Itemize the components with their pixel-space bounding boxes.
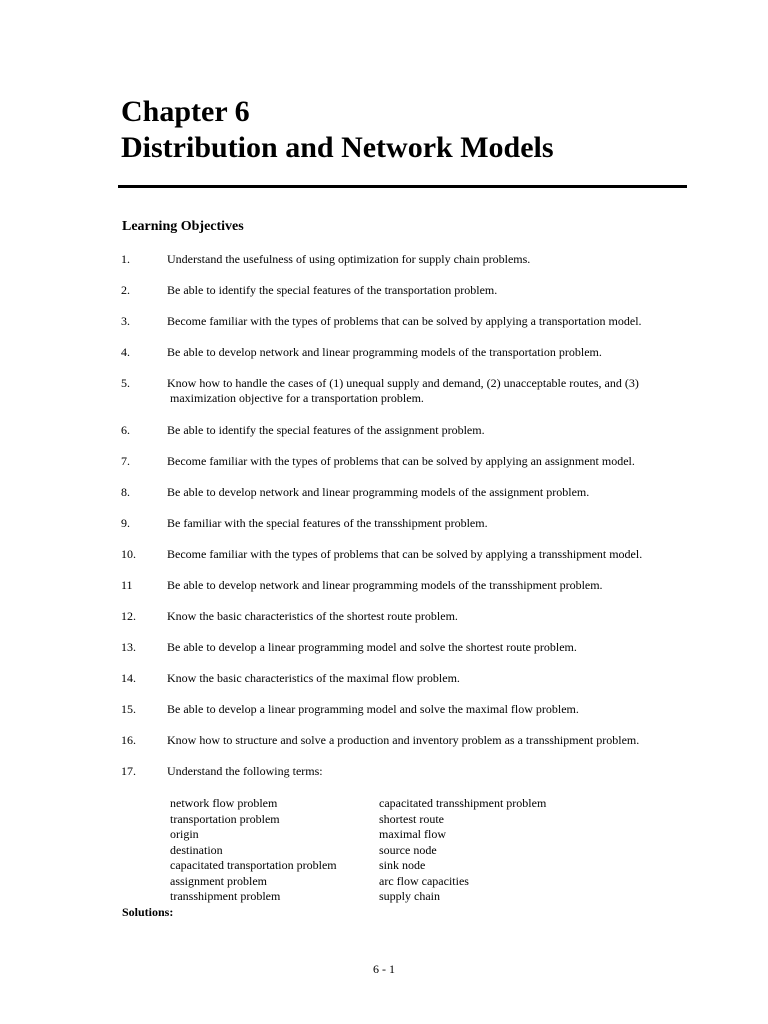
objective-item xyxy=(121,733,681,764)
objective-item xyxy=(121,283,681,314)
objective-number: 17. xyxy=(121,764,136,778)
title-divider xyxy=(118,185,687,188)
term-item: arc flow capacities xyxy=(379,873,469,888)
objective-item xyxy=(121,609,681,640)
learning-objectives-heading: Learning Objectives xyxy=(122,219,244,234)
term-item: source node xyxy=(379,842,437,857)
objective-text: Know the basic characteristics of the shortest route problem. xyxy=(167,609,458,623)
term-item: maximal flow xyxy=(379,827,446,841)
objective-text-line: Know how to handle the cases of (1) unequal supply and demand, (2) unacceptable routes, and (3) xyxy=(167,376,639,390)
objective-text: Be able to develop a linear programming model and solve the maximal flow problem. xyxy=(167,702,579,716)
objective-item xyxy=(121,764,681,795)
objective-item xyxy=(121,252,681,283)
objective-number: 7. xyxy=(121,454,130,468)
objective-number: 15. xyxy=(121,702,136,716)
terms-list-right xyxy=(379,796,546,905)
term-item: transshipment problem xyxy=(170,889,281,903)
chapter-name: Distribution and Network Models xyxy=(121,131,554,164)
objective-item xyxy=(121,547,681,578)
objective-number: 6. xyxy=(121,423,130,437)
objective-text: Be able to develop network and linear programming models of the assignment problem. xyxy=(167,485,590,499)
learning-objectives-list xyxy=(121,252,681,795)
objective-item xyxy=(121,485,681,516)
objective-item xyxy=(121,640,681,671)
objective-number: 11 xyxy=(121,578,133,592)
objective-number: 13. xyxy=(121,640,136,654)
term-item: shortest route xyxy=(379,811,444,826)
objective-item xyxy=(121,578,681,609)
objective-text: Know the basic characteristics of the maximal flow problem. xyxy=(167,671,460,685)
solutions-heading: Solutions: xyxy=(122,905,174,919)
objective-text: Become familiar with the types of problems that can be solved by applying a transportation model. xyxy=(167,314,642,328)
terms-list-left xyxy=(170,796,337,905)
objective-item xyxy=(121,314,681,345)
term-item: destination xyxy=(170,842,223,857)
objective-item xyxy=(121,376,681,423)
objective-number: 12. xyxy=(121,609,136,623)
objective-text: Understand the following terms: xyxy=(167,764,323,778)
objective-number: 2. xyxy=(121,283,130,297)
objective-text: Be able to develop network and linear programming models of the transportation problem. xyxy=(167,345,602,359)
objective-item xyxy=(121,454,681,485)
objective-text: Become familiar with the types of problems that can be solved by applying a transshipment model. xyxy=(167,547,643,561)
objective-item xyxy=(121,702,681,733)
objective-item xyxy=(121,423,681,454)
term-item: assignment problem xyxy=(170,873,267,888)
page-number: 6 - 1 xyxy=(373,962,395,976)
objective-number: 3. xyxy=(121,314,130,328)
objective-text: Be able to identify the special features of the assignment problem. xyxy=(167,423,485,437)
chapter-number: Chapter 6 xyxy=(121,95,250,128)
objective-text: Be familiar with the special features of the transshipment problem. xyxy=(167,516,488,530)
term-item: transportation problem xyxy=(170,811,280,826)
objective-text: Understand the usefulness of using optimization for supply chain problems. xyxy=(167,252,531,266)
term-item: capacitated transshipment problem xyxy=(379,796,547,810)
term-item: sink node xyxy=(379,858,426,872)
objective-item xyxy=(121,345,681,376)
objective-text: Be able to develop a linear programming model and solve the shortest route problem. xyxy=(167,640,577,654)
term-item: capacitated transportation problem xyxy=(170,858,337,872)
objective-item xyxy=(121,671,681,702)
objective-number: 16. xyxy=(121,733,136,747)
objective-text xyxy=(167,376,681,406)
term-item: supply chain xyxy=(379,889,440,903)
term-item: network flow problem xyxy=(170,796,278,810)
chapter-title xyxy=(121,94,554,166)
objective-text-line: maximization objective for a transportation problem. xyxy=(170,391,424,405)
objective-number: 4. xyxy=(121,345,130,359)
objective-text: Be able to develop network and linear programming models of the transshipment problem. xyxy=(167,578,603,592)
objective-text: Be able to identify the special features of the transportation problem. xyxy=(167,283,498,297)
objective-number: 9. xyxy=(121,516,130,530)
objective-number: 10. xyxy=(121,547,136,561)
objective-number: 8. xyxy=(121,485,130,499)
objective-text: Become familiar with the types of problems that can be solved by applying an assignment model. xyxy=(167,454,635,468)
objective-number: 14. xyxy=(121,671,136,685)
objective-number: 1. xyxy=(121,252,130,266)
objective-text: Know how to structure and solve a production and inventory problem as a transshipment problem. xyxy=(167,733,640,747)
term-item: origin xyxy=(170,827,199,841)
objective-number: 5. xyxy=(121,376,130,390)
objective-item xyxy=(121,516,681,547)
